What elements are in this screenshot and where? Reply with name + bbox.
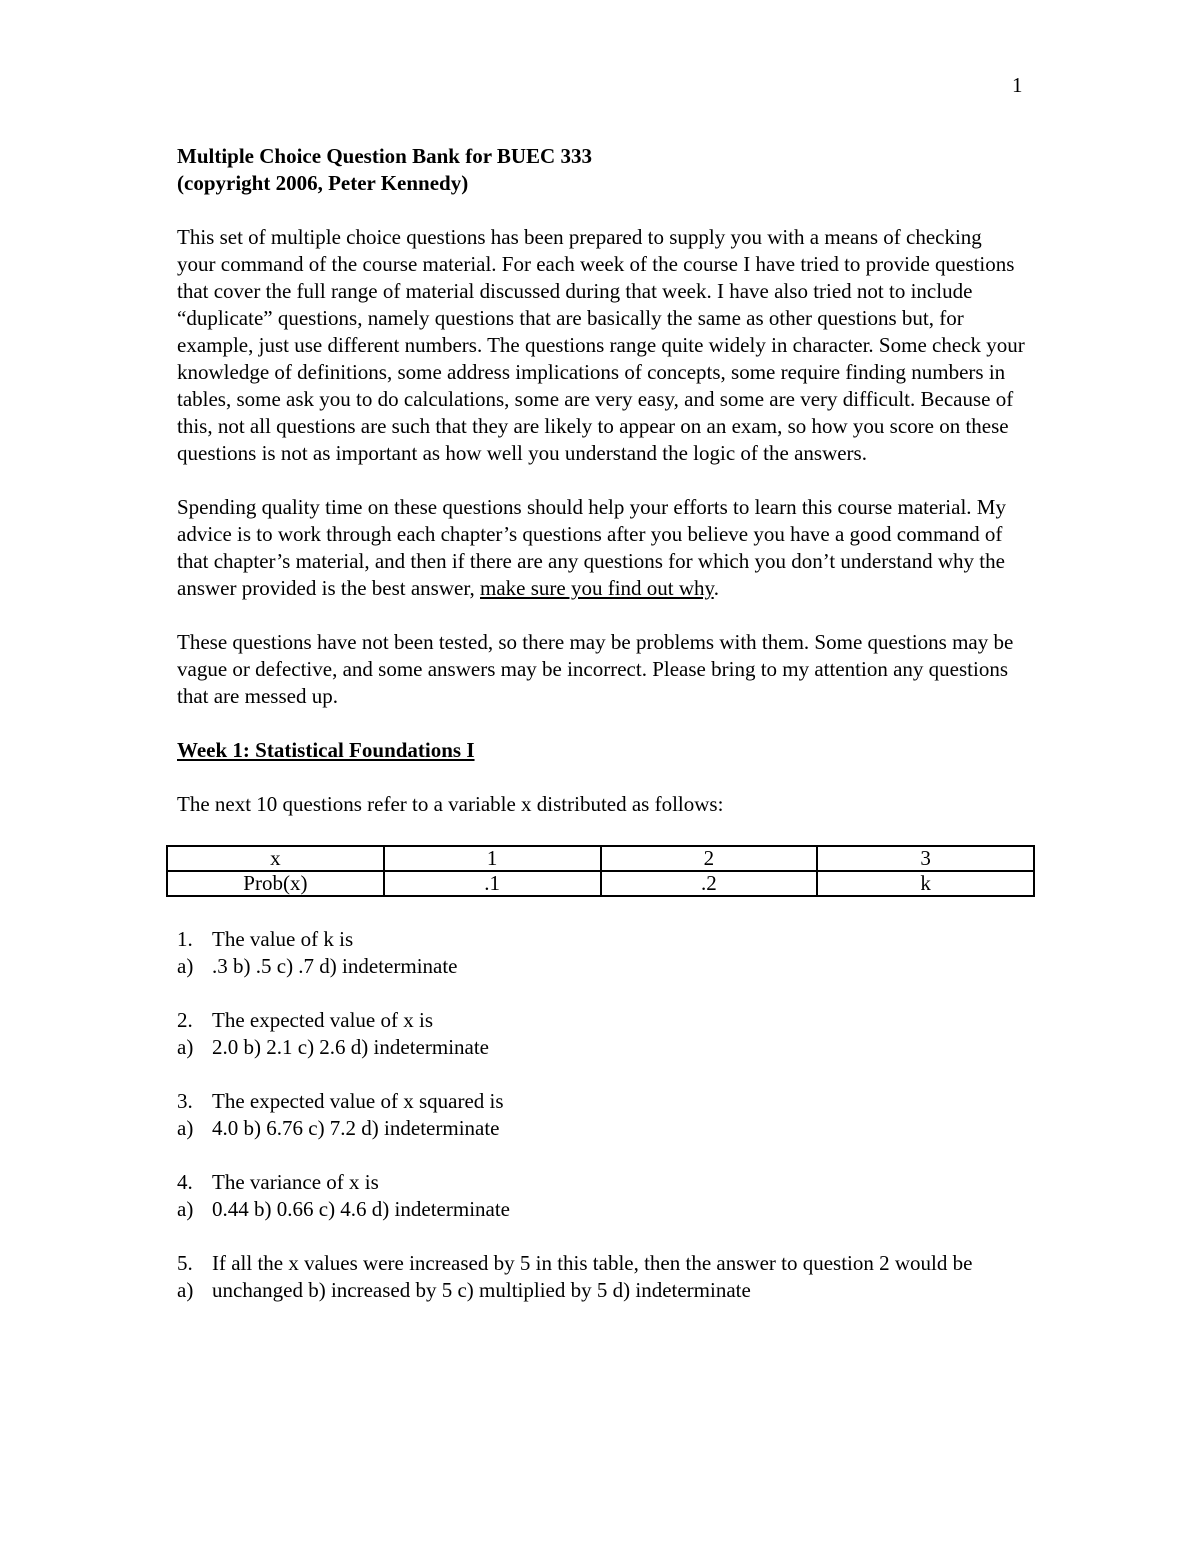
question-stem bbox=[177, 1250, 1035, 1277]
answer-label: a) bbox=[177, 954, 194, 978]
copyright-line: (copyright 2006, Peter Kennedy) bbox=[177, 171, 469, 195]
question-text: The expected value of x is bbox=[212, 1008, 433, 1032]
table-cell: 1 bbox=[384, 846, 601, 871]
table-cell: 2 bbox=[601, 846, 818, 871]
question-number: 1. bbox=[177, 927, 193, 951]
question-number: 2. bbox=[177, 1008, 193, 1032]
answer-options bbox=[177, 1196, 1035, 1223]
answer-label: a) bbox=[177, 1197, 194, 1221]
question-number: 5. bbox=[177, 1251, 193, 1275]
advice-text: Spending quality time on these questions should help your efforts to learn this course material. My advice is to work through each chapter’s questions after you believe you have a good command of that chapter’s material, and then if there are any questions for which you don’t understand why the answer provided is the best answer, bbox=[177, 495, 1006, 600]
question-stem bbox=[177, 1007, 1035, 1034]
answer-options bbox=[177, 1115, 1035, 1142]
disclaimer-paragraph: These questions have not been tested, so there may be problems with them. Some questions may be vague or defective, and some answers may be incorrect. Please bring to my attention any questions that are messed up. bbox=[177, 630, 1014, 708]
answer-label: a) bbox=[177, 1116, 194, 1140]
week-heading: Week 1: Statistical Foundations I bbox=[177, 738, 475, 762]
question-text: The variance of x is bbox=[212, 1170, 379, 1194]
table-cell: k bbox=[817, 871, 1034, 896]
advice-paragraph bbox=[177, 494, 1025, 602]
table-intro: The next 10 questions refer to a variable x distributed as follows: bbox=[177, 792, 724, 816]
question-item bbox=[177, 1007, 1035, 1061]
question-text: The value of k is bbox=[212, 927, 354, 951]
answer-options bbox=[177, 1034, 1035, 1061]
answer-text: 4.0 b) 6.76 c) 7.2 d) indeterminate bbox=[212, 1116, 500, 1140]
advice-emphasis: make sure you find out why bbox=[480, 576, 714, 600]
question-number: 4. bbox=[177, 1170, 193, 1194]
question-item bbox=[177, 1088, 1035, 1142]
question-number: 3. bbox=[177, 1089, 193, 1113]
question-text: If all the x values were increased by 5 in this table, then the answer to question 2 would be bbox=[212, 1251, 973, 1275]
intro-paragraph: This set of multiple choice questions has been prepared to supply you with a means of checking your command of the course material. For each week of the course I have tried to provide questions that cover the full range of material discussed during that week. I have also tried not to include “duplicate” questions, namely questions that are basically the same as other questions but, for example, just use different numbers. The questions range quite widely in character. Some check your knowledge of definitions, some address implications of concepts, some require finding numbers in tables, some ask you to do calculations, some are very easy, and some are very difficult. Because of this, not all questions are such that they are likely to appear on an exam, so how you score on these questions is not as important as how well you understand the logic of the answers. bbox=[177, 225, 1025, 465]
answer-text: 0.44 b) 0.66 c) 4.6 d) indeterminate bbox=[212, 1197, 510, 1221]
question-item bbox=[177, 1250, 1035, 1304]
table-cell: x bbox=[167, 846, 384, 871]
table-row bbox=[167, 871, 1034, 896]
answer-text: .3 b) .5 c) .7 d) indeterminate bbox=[212, 954, 458, 978]
question-item bbox=[177, 926, 1035, 980]
document-title: Multiple Choice Question Bank for BUEC 333 bbox=[177, 144, 592, 168]
answer-text: unchanged b) increased by 5 c) multiplied by 5 d) indeterminate bbox=[212, 1278, 751, 1302]
table-cell: 3 bbox=[817, 846, 1034, 871]
table-cell: .1 bbox=[384, 871, 601, 896]
answer-options bbox=[177, 953, 1035, 980]
answer-options bbox=[177, 1277, 1035, 1304]
table-cell: Prob(x) bbox=[167, 871, 384, 896]
question-stem bbox=[177, 1169, 1035, 1196]
question-item bbox=[177, 1169, 1035, 1223]
distribution-table bbox=[166, 845, 1035, 897]
question-list bbox=[177, 926, 1035, 1304]
advice-end: . bbox=[713, 576, 719, 600]
page-number: 1 bbox=[1012, 73, 1023, 97]
table-cell: .2 bbox=[601, 871, 818, 896]
document-body bbox=[177, 143, 1035, 1331]
question-text: The expected value of x squared is bbox=[212, 1089, 504, 1113]
answer-label: a) bbox=[177, 1278, 194, 1302]
table-row bbox=[167, 846, 1034, 871]
answer-label: a) bbox=[177, 1035, 194, 1059]
question-stem bbox=[177, 926, 1035, 953]
answer-text: 2.0 b) 2.1 c) 2.6 d) indeterminate bbox=[212, 1035, 489, 1059]
question-stem bbox=[177, 1088, 1035, 1115]
